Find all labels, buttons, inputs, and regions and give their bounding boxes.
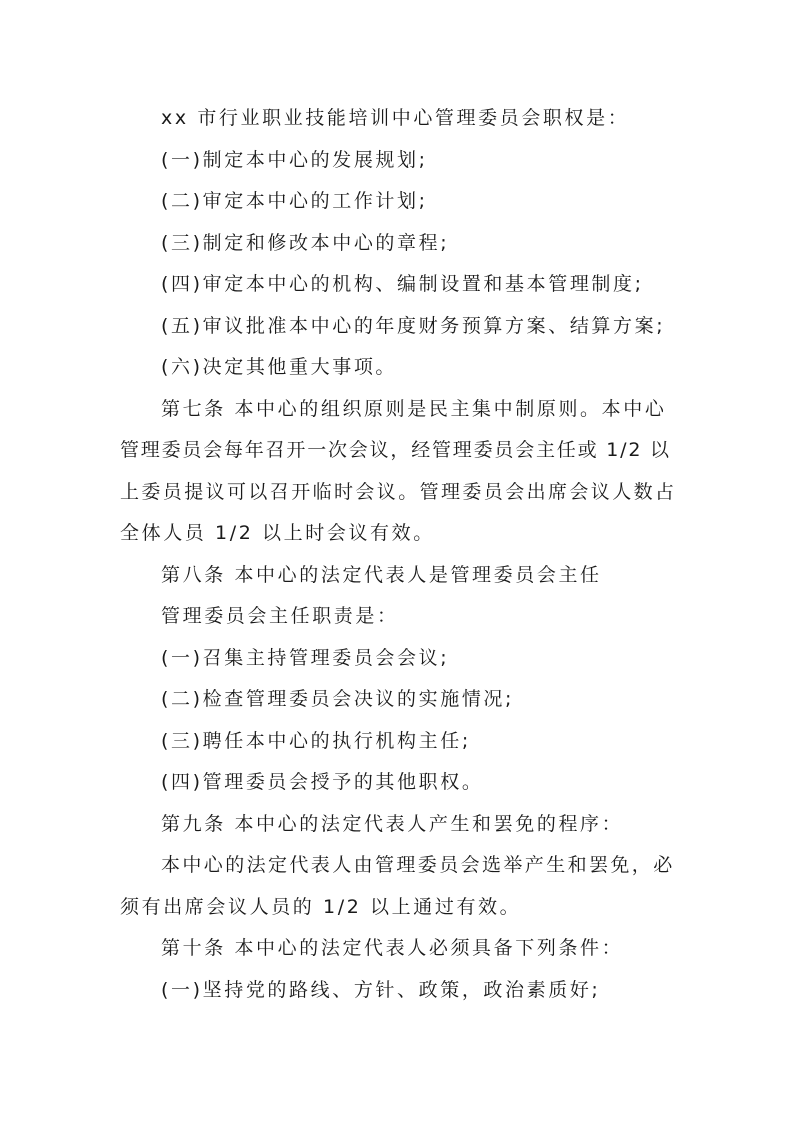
document-body <box>120 98 675 1011</box>
list-item-powers-3: (三)制定和修改本中心的章程; <box>161 231 450 254</box>
election-line-2: 须有出席会议人员的 1/2 以上通过有效。 <box>120 895 522 918</box>
list-item-duties-4: (四)管理委员会授予的其他职权。 <box>161 771 484 793</box>
list-item-conditions-1: (一)坚持党的路线、方针、政策，政治素质好; <box>161 978 601 1001</box>
article-10-paragraph: 第十条 本中心的法定代表人必须具备下列条件： <box>161 937 624 959</box>
list-item-powers-1: (一)制定本中心的发展规划; <box>161 148 428 171</box>
list-item-powers-6: (六)决定其他重大事项。 <box>161 356 398 378</box>
list-item-duties-3: (三)聘任本中心的执行机构主任; <box>161 729 471 752</box>
list-item-powers-4: (四)审定本中心的机构、编制设置和基本管理制度; <box>161 273 644 295</box>
list-item-duties-2: (二)检查管理委员会决议的实施情况; <box>161 688 515 710</box>
election-line-1: 本中心的法定代表人由管理委员会选举产生和罢免，必 <box>161 854 675 876</box>
article-9-paragraph: 第九条 本中心的法定代表人产生和罢免的程序： <box>161 812 624 835</box>
article-7-line-4: 全体人员 1/2 以上时会议有效。 <box>120 522 435 544</box>
director-duties-intro: 管理委员会主任职责是： <box>161 605 399 627</box>
election-paragraph <box>120 845 675 928</box>
article-7-line-1: 第七条 本中心的组织原则是民主集中制原则。本中心 <box>161 397 667 420</box>
article-7-line-3: 上委员提议可以召开临时会议。管理委员会出席会议人数占 <box>120 480 677 503</box>
paragraph-committee-powers-intro: xx 市行业职业技能培训中心管理委员会职权是： <box>161 107 630 129</box>
article-7-line-2: 管理委员会每年召开一次会议，经管理委员会主任或 1/2 以 <box>120 439 671 461</box>
list-item-powers-5: (五)审议批准本中心的年度财务预算方案、结算方案; <box>161 314 666 337</box>
list-item-duties-1: (一)召集主持管理委员会会议; <box>161 646 450 669</box>
list-item-powers-2: (二)审定本中心的工作计划; <box>161 190 428 212</box>
article-7-paragraph <box>120 389 675 555</box>
article-8-paragraph: 第八条 本中心的法定代表人是管理委员会主任 <box>161 563 602 586</box>
